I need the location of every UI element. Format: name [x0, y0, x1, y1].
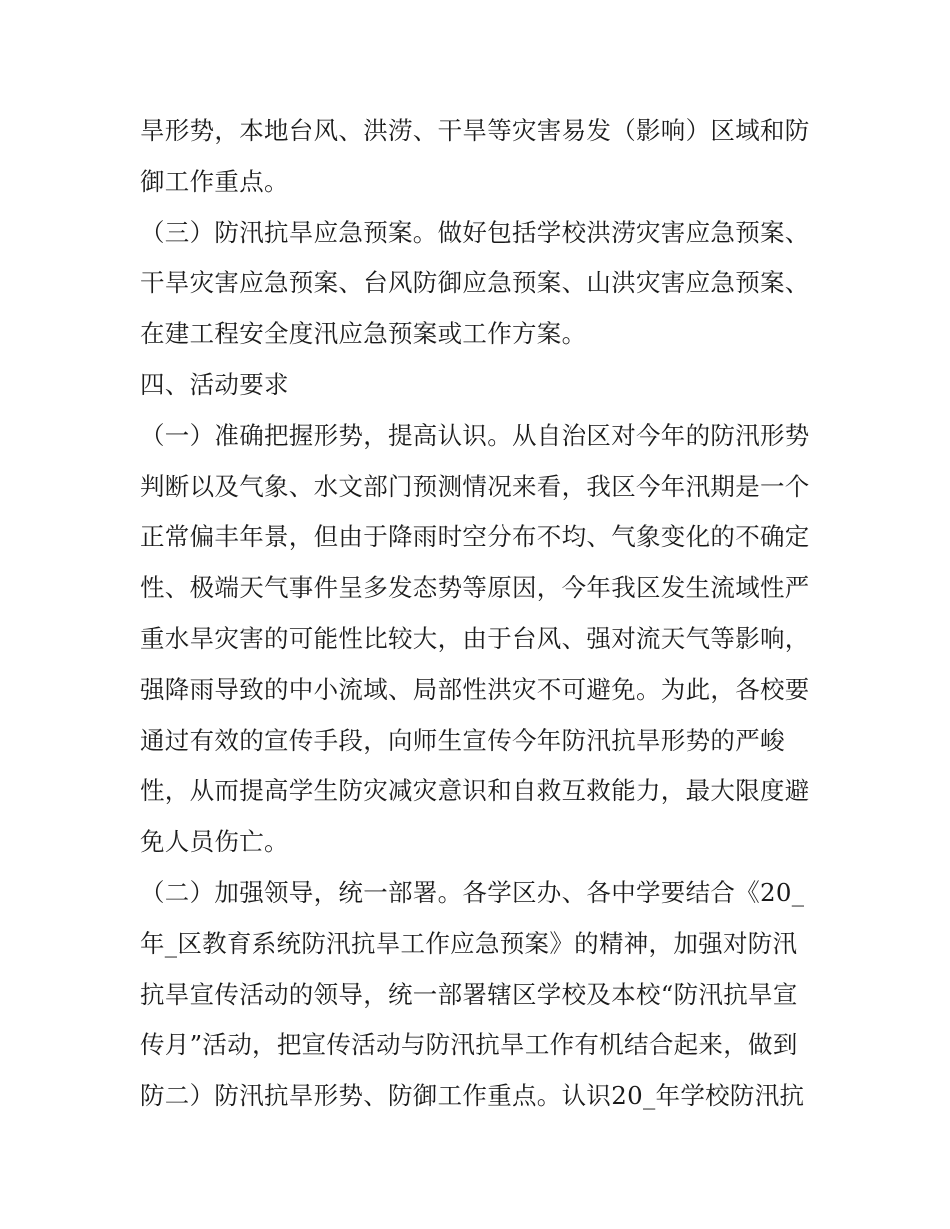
- text-line: 年_区教育系统防汛抗旱工作应急预案》的精神，加强对防汛: [140, 928, 798, 958]
- text-line: 正常偏丰年景，但由于降雨时空分布不均、气象变化的不确定: [140, 522, 810, 552]
- text-line: 免人员伤亡。: [140, 827, 289, 857]
- text-line: 在建工程安全度汛应急预案或工作方案。: [140, 319, 587, 349]
- text-line: 性，从而提高学生防灾减灾意识和自救互救能力，最大限度避: [140, 776, 810, 806]
- text-line: 防二）防汛抗旱形势、防御工作重点。认识20_年学校防汛抗: [140, 1081, 805, 1111]
- text-line: 通过有效的宣传手段，向师生宣传今年防汛抗旱形势的严峻: [140, 725, 785, 755]
- text-line: 性、极端天气事件呈多发态势等原因，今年我区发生流域性严: [140, 573, 810, 603]
- text-line: 抗旱宣传活动的领导，统一部署辖区学校及本校“防汛抗旱宣: [140, 979, 798, 1009]
- text-line: （一）准确把握形势，提高认识。从自治区对今年的防汛形势: [140, 420, 810, 450]
- text-line: 御工作重点。: [140, 166, 289, 196]
- text-line: 重水旱灾害的可能性比较大，由于台风、强对流天气等影响，: [140, 623, 810, 653]
- text-line: 强降雨导致的中小流域、局部性洪灾不可避免。为此，各校要: [140, 674, 810, 704]
- text-line: 判断以及气象、水文部门预测情况来看，我区今年汛期是一个: [140, 471, 810, 501]
- text-line: 传月”活动，把宣传活动与防汛抗旱工作有机结合起来，做到: [140, 1030, 798, 1060]
- text-line: 干旱灾害应急预案、台风防御应急预案、山洪灾害应急预案、: [140, 268, 810, 298]
- section-heading: 四、活动要求: [140, 369, 289, 399]
- document-page: [140, 106, 820, 1122]
- text-line: 旱形势，本地台风、洪涝、干旱等灾害易发（影响）区域和防: [140, 116, 810, 145]
- text-line: （二）加强领导，统一部署。各学区办、各中学要结合《20_: [140, 877, 805, 907]
- text-line: （三）防汛抗旱应急预案。做好包括学校洪涝灾害应急预案、: [140, 217, 810, 247]
